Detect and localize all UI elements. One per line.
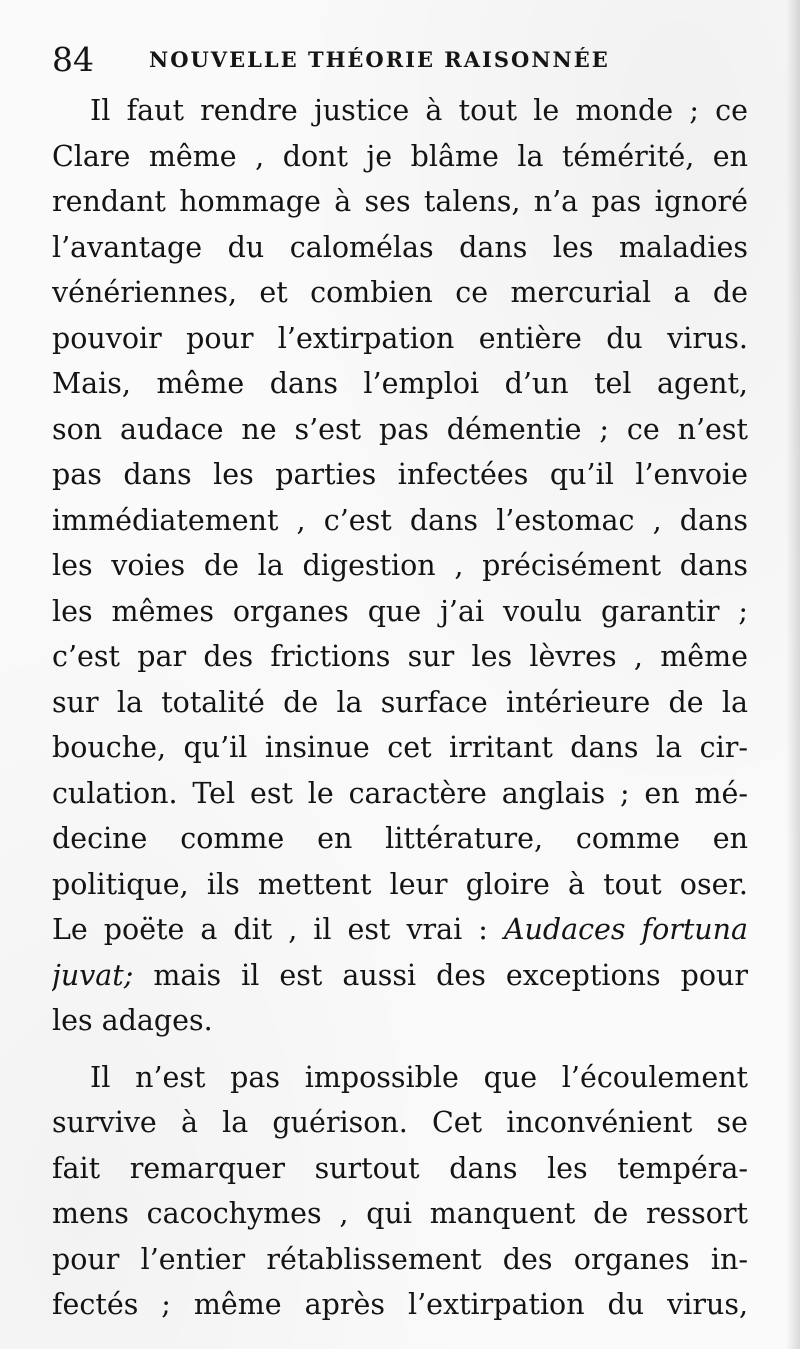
paragraph-gap — [52, 1044, 748, 1055]
page-number: 84 — [52, 40, 94, 79]
text-line: pour l’entier rétablissement des organes in- — [52, 1242, 748, 1276]
text-line: pouvoir pour l’extirpation entière du virus. — [52, 321, 748, 355]
text-line: sur la totalité de la surface intérieure de la — [52, 685, 748, 719]
text-line: fait remarquer surtout dans les tempéra- — [52, 1151, 748, 1185]
text-line: rendant hommage à ses talens, n’a pas ignoré — [52, 185, 748, 218]
text-line: pas dans les parties infectées qu’il l’envoie — [52, 458, 748, 491]
text-roman: mais il est aussi des exceptions pour — [133, 958, 748, 992]
text-line: mens cacochymes , qui manquent de ressort — [52, 1197, 748, 1230]
text-line: les mêmes organes que j’ai voulu garantir ; — [52, 594, 748, 628]
running-head — [52, 36, 712, 84]
text-line-quote — [52, 907, 748, 953]
text-roman: Le poëte a dit , il est vrai : — [52, 913, 504, 946]
text-line: son audace ne s’est pas démentie ; ce n’est — [52, 412, 748, 446]
text-line: Mais, même dans l’emploi d’un tel agent, — [52, 367, 748, 400]
text-line: Il faut rendre justice à tout le monde ; ce — [90, 94, 748, 127]
text-line: les adages. — [52, 1004, 213, 1037]
text-line: immédiatement , c’est dans l’estomac , dans — [52, 503, 748, 537]
latin-quote: Audaces fortuna — [503, 913, 748, 946]
text-line: politique, ils mettent leur gloire à tout oser. — [52, 867, 748, 901]
text-line: les voies de la digestion , précisément dans — [52, 549, 748, 582]
body-text — [52, 88, 748, 1328]
text-line: survive à la guérison. Cet inconvénient se — [52, 1106, 748, 1139]
text-line: vénériennes, et combien ce mercurial a de — [52, 276, 748, 309]
text-line: c’est par des frictions sur les lèvres , même — [52, 640, 748, 673]
text-line-quote — [52, 953, 748, 999]
text-line: fectés ; même après l’extirpation du virus, — [52, 1288, 748, 1321]
text-line: decine comme en littérature, comme en — [52, 822, 748, 855]
text-line: culation. Tel est le caractère anglais ; en mé- — [52, 776, 748, 810]
text-line: l’avantage du calomélas dans les maladies — [52, 230, 748, 264]
latin-quote: juvat; — [52, 958, 134, 992]
running-title: NOUVELLE THÉORIE RAISONNÉE — [149, 47, 610, 72]
text-line: Clare même , dont je blâme la témérité, en — [52, 139, 748, 173]
text-line: Il n’est pas impossible que l’écoulement — [90, 1060, 748, 1094]
page-edge-shadow — [786, 0, 800, 1349]
text-line: bouche, qu’il insinue cet irritant dans la cir- — [52, 731, 748, 764]
